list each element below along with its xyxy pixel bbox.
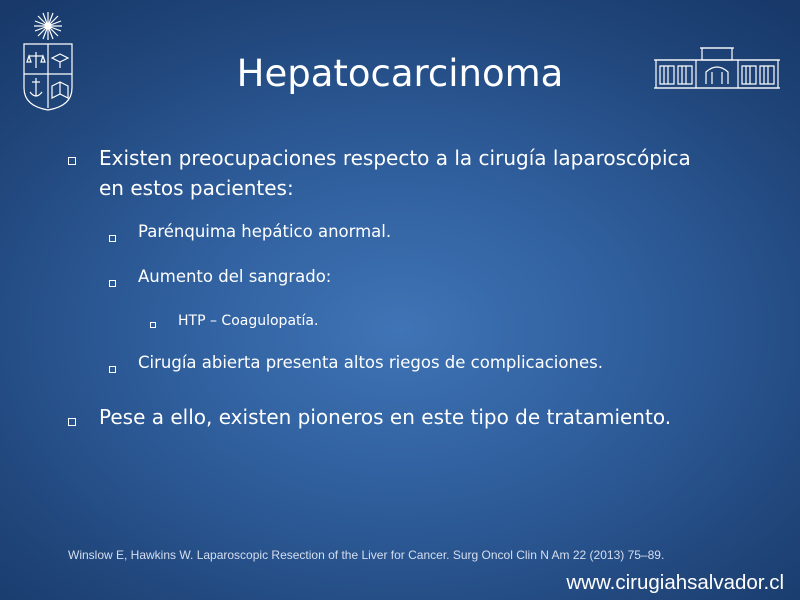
- bullet-text: HTP – Coagulopatía.: [178, 313, 319, 329]
- bullet-text-line: en estos pacientes:: [99, 176, 294, 200]
- bullet-text: Aumento del sangrado:: [138, 267, 332, 286]
- hollow-square-bullet-icon: [109, 366, 116, 373]
- slide-title: Hepatocarcinoma: [236, 52, 564, 95]
- website-url: www.cirugiahsalvador.cl: [566, 571, 784, 594]
- bullet-text: Cirugía abierta presenta altos riegos de complicaciones.: [138, 353, 603, 372]
- hollow-square-bullet-icon: [68, 157, 76, 165]
- hollow-square-bullet-icon: [109, 280, 116, 287]
- bullet-text: Parénquima hepático anormal.: [138, 222, 392, 241]
- bullet-text-line: Existen preocupaciones respecto a la cirugía laparoscópica: [99, 146, 691, 170]
- bullet-text: Pese a ello, existen pioneros en este tipo de tratamiento.: [99, 405, 672, 429]
- reference-citation: Winslow E, Hawkins W. Laparoscopic Resection of the Liver for Cancer. Surg Oncol Clin N Am 22 (2013) 75–89.: [68, 548, 665, 562]
- hollow-square-bullet-icon: [150, 322, 156, 328]
- hollow-square-bullet-icon: [68, 418, 76, 426]
- hollow-square-bullet-icon: [109, 235, 116, 242]
